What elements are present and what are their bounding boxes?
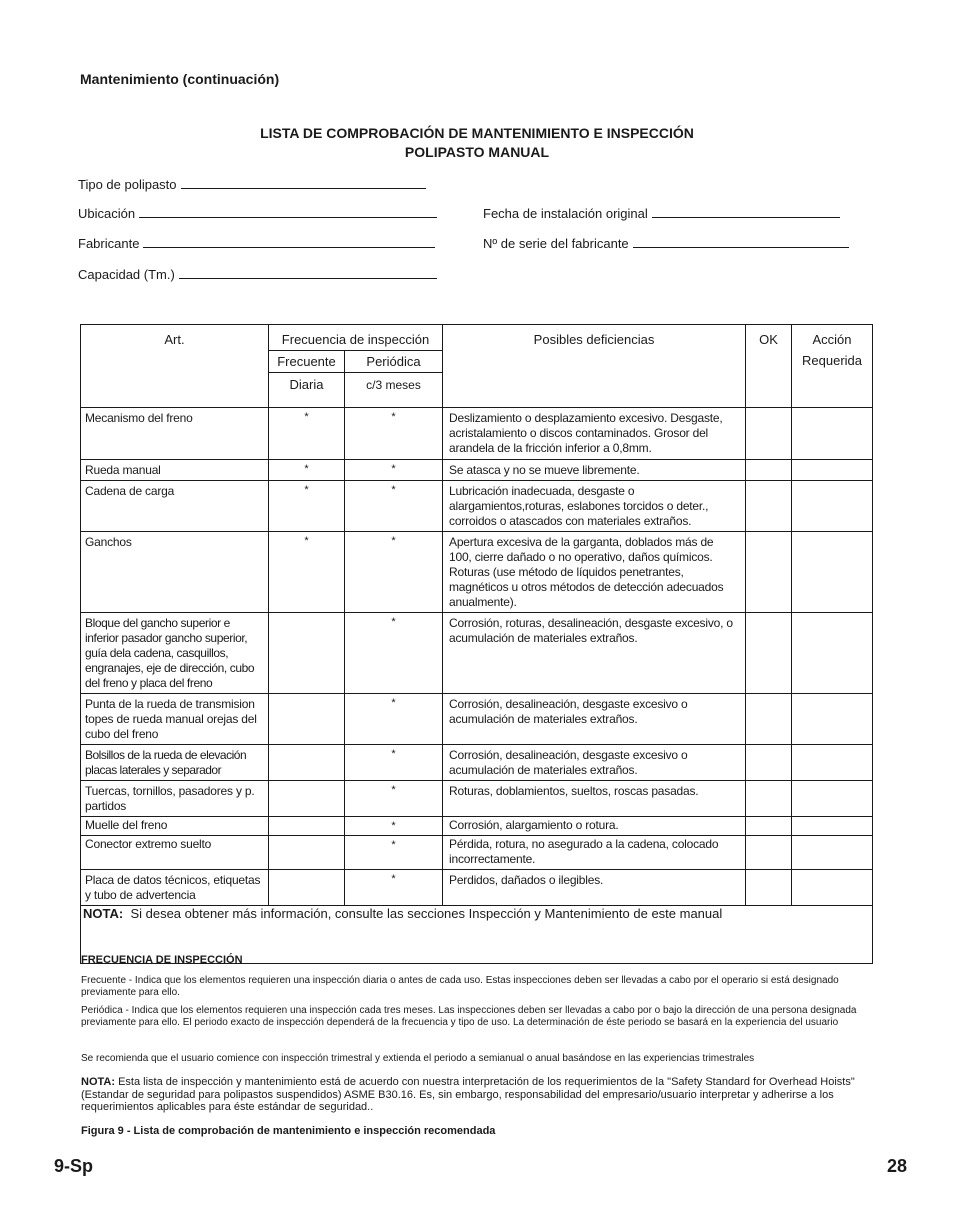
row-action-cell[interactable] [792,460,873,481]
frecuente-definition: Frecuente - Indica que los elementos requieren una inspección diaria o antes de cada uso. Estas inspecciones deben ser llevadas a cabo por el operario si está designado previamente para ello. [81,975,839,998]
field-fecha-line[interactable] [652,216,840,218]
col-header-action-line1: Acción [812,332,852,347]
row-item: Punta de la rueda de transmision topes de rueda manual orejas del cubo del freno [81,694,269,745]
page-number-left: 9-Sp [54,1156,94,1176]
row-mark-periodica: * [345,836,443,870]
row-ok-cell[interactable] [746,408,792,460]
table-row [81,870,873,906]
table-row [81,460,873,481]
row-deficiency: Corrosión, roturas, desalineación, desgaste excesivo, o acumulación de materiales extraños. [443,613,746,694]
frequency-heading: FRECUENCIA DE INSPECCIÓN [81,954,243,966]
recommendation-text: Se recomienda que el usuario comience con inspección trimestral y extienda el periodo a semianual o anual basándose en las experiencias trimestrales [81,1053,755,1064]
row-ok-cell[interactable] [746,532,792,613]
row-mark-periodica: * [345,532,443,613]
row-action-cell[interactable] [792,745,873,781]
row-action-cell[interactable] [792,408,873,460]
col-header-frecuente: Frecuente [269,351,345,373]
standard-note [81,1076,871,1114]
row-item: Tuercas, tornillos, pasadores y p. partidos [81,781,269,817]
row-mark-frecuente: * [269,408,345,460]
row-deficiency: Lubricación inadecuada, desgaste o alargamientos,roturas, eslabones torcidos o deter., corroidos o atascados con materiales extraños. [443,481,746,532]
table-note-text: Si desea obtener más información, consulte las secciones Inspección y Mantenimiento de este manual [130,906,723,921]
row-mark-periodica: * [345,460,443,481]
table-row [81,781,873,817]
row-action-cell[interactable] [792,613,873,694]
field-ubicacion [78,206,437,221]
table-row [81,532,873,613]
row-mark-frecuente [269,870,345,906]
row-item: Conector extremo suelto [81,836,269,870]
table-row [81,481,873,532]
row-action-cell[interactable] [792,836,873,870]
col-header-art: Art. [81,325,269,408]
col-header-c3meses: c/3 meses [345,373,443,408]
standard-note-label: NOTA: [81,1076,116,1088]
row-ok-cell[interactable] [746,870,792,906]
field-ubicacion-line[interactable] [139,216,437,218]
row-mark-frecuente [269,613,345,694]
table-row [81,817,873,836]
col-header-action [792,325,873,408]
row-mark-frecuente [269,745,345,781]
row-mark-periodica: * [345,781,443,817]
section-heading: Mantenimiento (continuación) [80,71,280,87]
field-serie-label: Nº de serie del fabricante [483,236,629,251]
row-ok-cell[interactable] [746,460,792,481]
row-action-cell[interactable] [792,694,873,745]
checklist-title: LISTA DE COMPROBACIÓN DE MANTENIMIENTO E INSPECCIÓN [260,125,694,141]
row-mark-periodica: * [345,408,443,460]
row-item: Bolsillos de la rueda de elevación placas laterales y separador [81,745,269,781]
figure-caption: Figura 9 - Lista de comprobación de mantenimiento e inspección recomendada [81,1125,496,1137]
row-deficiency: Corrosión, alargamiento o rotura. [443,817,746,836]
row-action-cell[interactable] [792,870,873,906]
row-mark-frecuente: * [269,460,345,481]
row-deficiency: Corrosión, desalineación, desgaste excesivo o acumulación de materiales extraños. [443,745,746,781]
row-ok-cell[interactable] [746,817,792,836]
row-action-cell[interactable] [792,532,873,613]
row-item: Cadena de carga [81,481,269,532]
standard-note-text: Esta lista de inspección y mantenimiento está de acuerdo con nuestra interpretación de los requerimientos de la "Safety Standard for Overhead Hoists" (Estandar de seguridad para polipastos suspendidos) ASME B30.16. Es, sin embargo, responsabilidad del empresario/usuario interpretar y adherirse a los requerimientos aplicables para éste estándar de seguridad.. [81,1076,855,1113]
page-number-right: 28 [886,1156,907,1176]
field-tipo [78,177,426,192]
row-item: Placa de datos técnicos, etiquetas y tubo de advertencia [81,870,269,906]
field-fecha-label: Fecha de instalación original [483,206,648,221]
row-item: Rueda manual [81,460,269,481]
field-capacidad-label: Capacidad (Tm.) [78,267,175,282]
row-ok-cell[interactable] [746,694,792,745]
row-deficiency: Pérdida, rotura, no asegurado a la cadena, colocado incorrectamente. [443,836,746,870]
field-tipo-label: Tipo de polipasto [78,177,177,192]
row-action-cell[interactable] [792,781,873,817]
row-action-cell[interactable] [792,817,873,836]
row-item: Bloque del gancho superior e inferior pasador gancho superior, guía dela cadena, casquillos, engranajes, eje de dirección, cubo del freno y placa del freno [81,613,269,694]
periodica-definition: Periódica - Indica que los elementos requieren una inspección cada tres meses. Las inspecciones deben ser llevadas a cabo por o bajo la dirección de una persona designada previamente para ello. El periodo exacto de inspección dependerá de la frecuencia y tipo de uso. La determinación de éste periodo se basará en la experiencia del usuario [81,1005,857,1028]
row-item: Ganchos [81,532,269,613]
row-deficiency: Deslizamiento o desplazamiento excesivo. Desgaste, acristalamiento o discos contaminados. Grosor del arandela de la fricción inferior a 0,8mm. [443,408,746,460]
row-mark-periodica: * [345,481,443,532]
col-header-diaria: Diaria [269,373,345,408]
row-deficiency: Apertura excesiva de la garganta, doblados más de 100, cierre dañado o no operativo, daños químicos. Roturas (use método de líquidos penetrantes, magnéticos u otros métodos de detección adecuados anualmente). [443,532,746,613]
row-deficiency: Se atasca y no se mueve libremente. [443,460,746,481]
field-fabricante-line[interactable] [143,246,435,248]
field-fecha [483,206,840,221]
col-header-periodica: Periódica [345,351,443,373]
row-action-cell[interactable] [792,481,873,532]
field-capacidad [78,267,437,282]
inspection-table [80,324,873,964]
table-row [81,836,873,870]
row-mark-frecuente: * [269,481,345,532]
row-mark-periodica: * [345,870,443,906]
col-header-ok: OK [746,325,792,408]
table-row [81,408,873,460]
row-item: Mecanismo del freno [81,408,269,460]
row-mark-periodica: * [345,694,443,745]
field-fabricante [78,236,435,251]
checklist-subtitle: POLIPASTO MANUAL [404,144,550,160]
table-row [81,613,873,694]
row-deficiency: Roturas, doblamientos, sueltos, roscas pasadas. [443,781,746,817]
col-header-deficiencies: Posibles deficiencias [443,325,746,408]
row-mark-periodica: * [345,613,443,694]
field-fabricante-label: Fabricante [78,236,140,251]
row-ok-cell[interactable] [746,781,792,817]
field-serie-line[interactable] [633,246,849,248]
row-mark-periodica: * [345,817,443,836]
row-item: Muelle del freno [81,817,269,836]
col-header-action-line2: Requerida [802,353,863,368]
row-mark-frecuente [269,781,345,817]
field-tipo-line[interactable] [181,187,426,189]
row-deficiency: Corrosión, desalineación, desgaste excesivo o acumulación de materiales extraños. [443,694,746,745]
field-capacidad-line[interactable] [179,277,437,279]
row-mark-frecuente [269,836,345,870]
row-ok-cell[interactable] [746,836,792,870]
row-mark-frecuente: * [269,532,345,613]
row-deficiency: Perdidos, dañados o ilegibles. [443,870,746,906]
table-row [81,694,873,745]
row-ok-cell[interactable] [746,613,792,694]
row-mark-frecuente [269,817,345,836]
field-ubicacion-label: Ubicación [78,206,136,221]
col-header-frequency: Frecuencia de inspección [269,325,443,351]
row-ok-cell[interactable] [746,745,792,781]
row-mark-periodica: * [345,745,443,781]
table-row [81,745,873,781]
field-serie [483,236,849,251]
row-mark-frecuente [269,694,345,745]
row-ok-cell[interactable] [746,481,792,532]
table-note-label: NOTA: [83,906,124,921]
